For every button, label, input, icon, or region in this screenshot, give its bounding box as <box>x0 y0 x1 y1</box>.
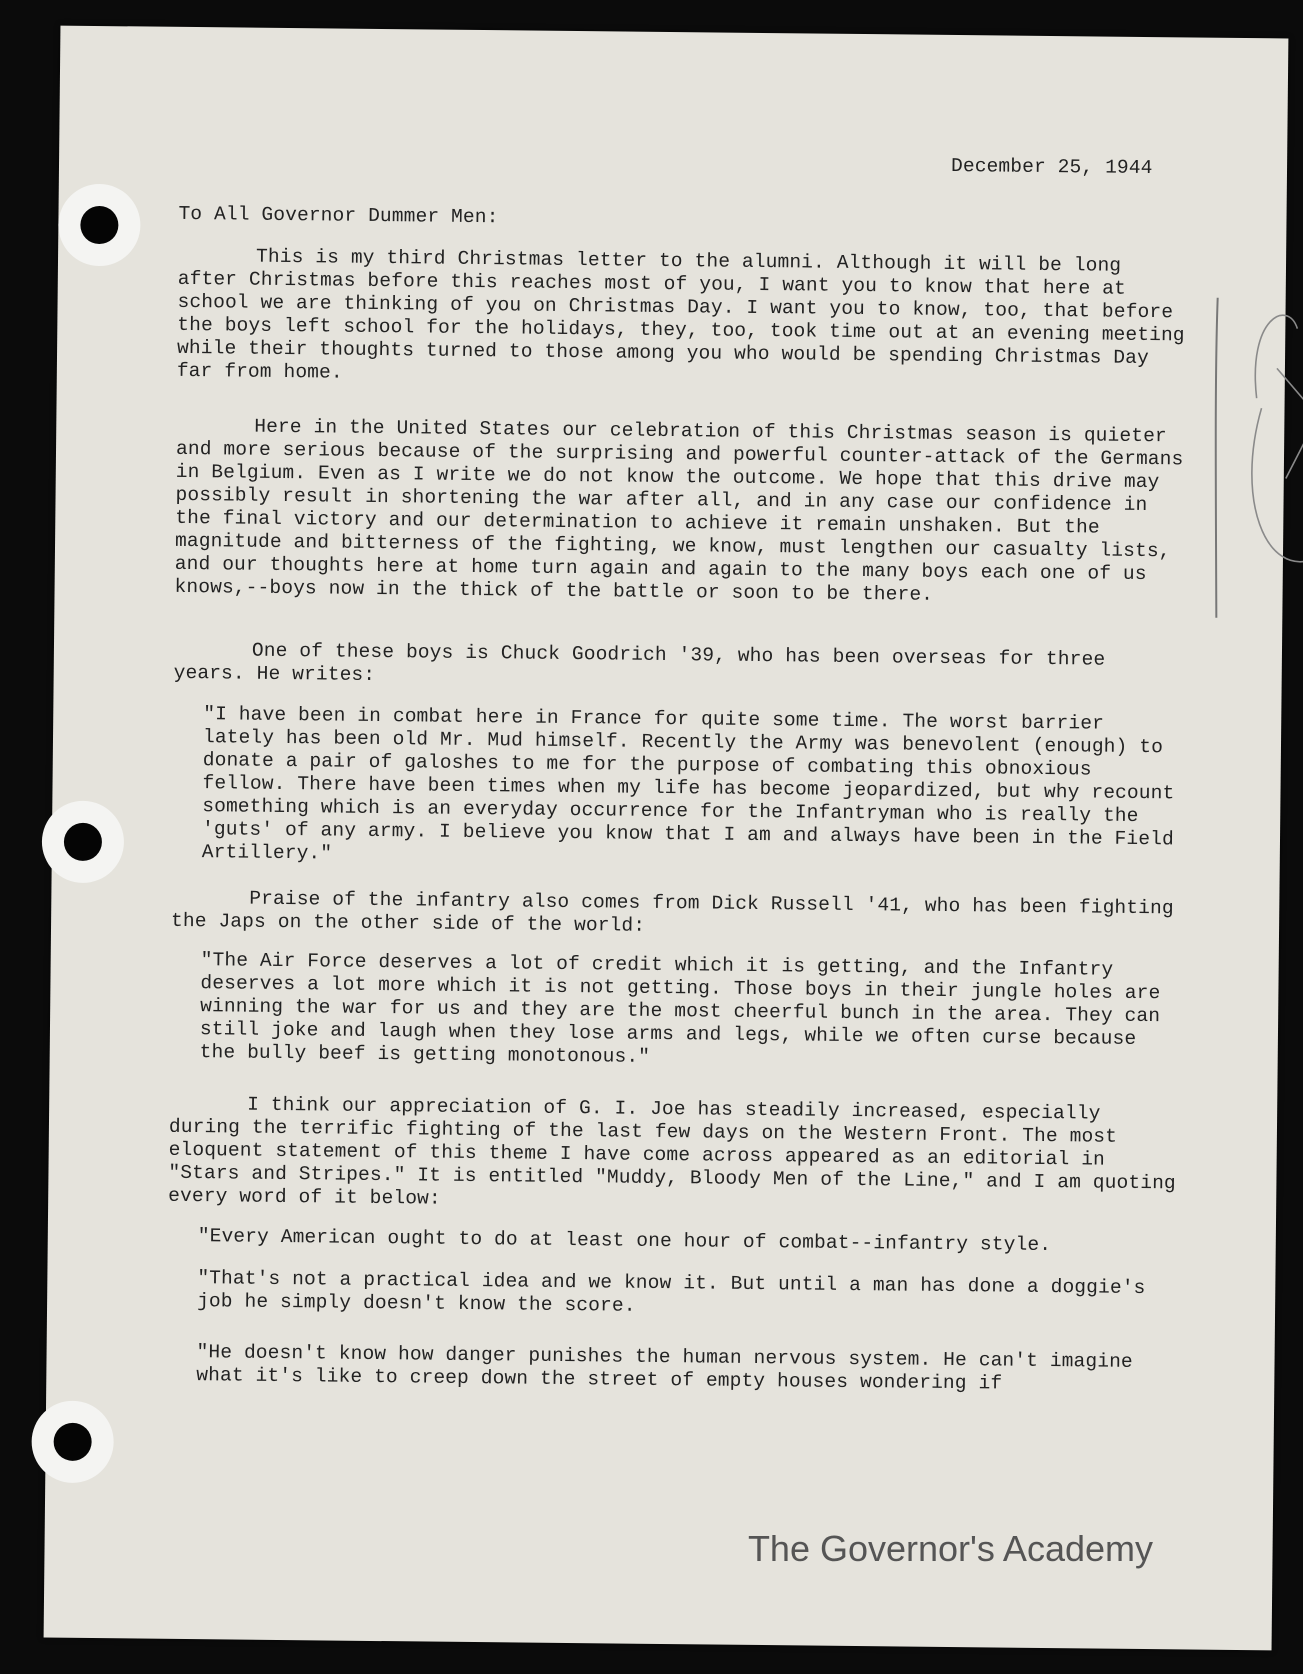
punch-hole <box>58 184 141 267</box>
punch-hole <box>42 800 125 883</box>
quotation: "The Air Force deserves a lot of credit which it is getting, and the Infantry deserves a lot more which it is not getting. Those boys in their jungle holes are winning the war for us and they are the most cheerful bunch in the area. They can still joke and laugh when they lose arms and legs, while we often curse because the bully beef is getting monotonous." <box>199 949 1161 1068</box>
letter-body <box>168 27 1190 1395</box>
pencil-annotation <box>1174 257 1303 639</box>
quotation: "He doesn't know how danger punishes the human nervous system. He can't imagine what it's like to creep down the street of empty houses wondering if <box>196 1341 1133 1395</box>
quotation: "Every American ought to do at least one hour of combat--infantry style. <box>197 1225 1052 1257</box>
paragraph: One of these boys is Chuck Goodrich '39, who has been overseas for three years. He writes: <box>173 639 1106 686</box>
watermark: The Governor's Academy <box>747 1528 1153 1569</box>
quotation: "I have been in combat here in France for quite some time. The worst barrier lately has been old Mr. Mud himself. Recently the Army was benevolent (enough) to donate a pair of galoshes to me for the purpose of combating this obnoxious fellow. There have been times when my life has become jeopardized, but why recount something which is an everyday occurrence for the Infantryman who is really the 'guts' of any army. I believe you know that I am and always have been in the Field Artillery." <box>201 703 1175 865</box>
paragraph: Here in the United States our celebration of this Christmas season is quieter and more serious because of the surprising and powerful counter-attack of the Germans in Belgium. Even as I write we do not know the outcome. We hope that this drive may possibly result in shortening the war after all, and in any case our confidence in the final victory and our determination to achieve it remain unshaken. But the magnitude and bitterness of the fighting, we know, must lengthen our casualty lists, and our thoughts here at home turn again and again to the many boys each one of us knows,--boys now in the thick of the battle or soon to be there. <box>174 415 1184 606</box>
paragraph: I think our appreciation of G. I. Joe has steadily increased, especially during the terrific fighting of the last few days on the Western Front. The most eloquent statement of this theme I have come across appeared as an editorial in "Stars and Stripes." It is entitled "Muddy, Bloody Men of the Line," and I am quoting every word of it below: <box>168 1093 1176 1210</box>
paragraph: This is my third Christmas letter to the alumni. Although it will be long after Christmas before this reaches most of you, I want you to know that here at school we are thinking of you on Christmas Day. I want you to know, too, that before the boys left school for the holidays, they, too, took time out at an evening meeting while their thoughts turned to those among you who would be spending Christmas Day far from home. <box>176 245 1185 384</box>
paragraph: Praise of the infantry also comes from Dick Russell '41, who has been fighting the Japs on the other side of the world: <box>170 887 1174 937</box>
salutation: To All Governor Dummer Men: <box>178 202 499 229</box>
quotation: "That's not a practical idea and we know it. But until a man has done a doggie's job he simply doesn't know the score. <box>197 1267 1146 1317</box>
punch-hole <box>31 1400 114 1483</box>
letter-page <box>44 26 1289 1651</box>
letter-date: December 25, 1944 <box>950 154 1153 180</box>
